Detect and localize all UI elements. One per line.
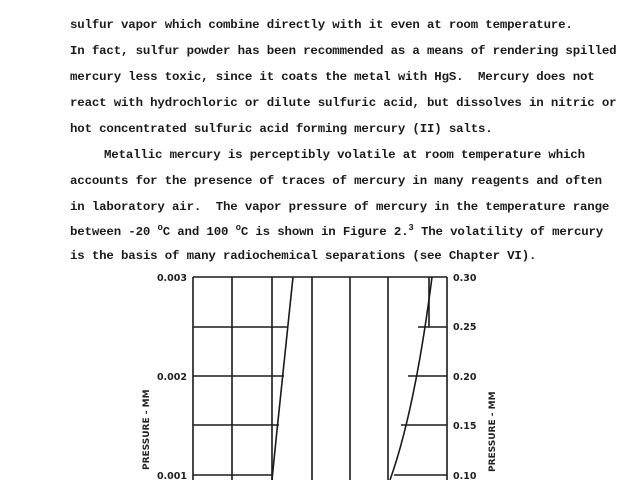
right-tick: 0.15	[453, 421, 477, 432]
right-tick: 0.10	[453, 471, 477, 480]
body-text-line: hot concentrated sulfuric acid forming mercury (II) salts.	[70, 122, 493, 136]
body-text-line: react with hydrochloric or dilute sulfuric acid, but dissolves in nitric or	[70, 96, 617, 110]
body-text-line: Metallic mercury is perceptibly volatile at room temperature which	[104, 148, 585, 162]
body-text-line: In fact, sulfur powder has been recommended as a means of rendering spilled	[70, 44, 617, 58]
text: C is shown in Figure 2.	[240, 225, 409, 240]
body-text-line: sulfur vapor which combine directly with it even at room temperature.	[70, 18, 573, 32]
right-axis-label: PRESSURE - MM	[488, 391, 498, 472]
text: The volatility of mercury	[413, 225, 604, 240]
left-axis-label: PRESSURE - MM	[142, 389, 152, 470]
left-tick: 0.003	[156, 273, 187, 284]
left-tick: 0.002	[156, 372, 187, 383]
text: C and 100	[162, 225, 236, 240]
right-tick: 0.25	[453, 322, 477, 333]
body-text-line: mercury less toxic, since it coats the metal with HgS. Mercury does not	[70, 70, 595, 84]
degree-sup: o	[235, 223, 241, 233]
body-text-line: in laboratory air. The vapor pressure of mercury in the temperature range	[70, 200, 610, 214]
vapor-pressure-curve-high	[390, 277, 432, 480]
footnote-ref: 3	[408, 223, 414, 233]
vapor-pressure-curve-low	[272, 277, 293, 480]
body-text-line: accounts for the presence of traces of mercury in many reagents and often	[70, 174, 602, 188]
left-tick: 0.001	[156, 471, 187, 480]
body-text-line: is the basis of many radiochemical separations (see Chapter VI).	[70, 249, 537, 263]
right-tick: 0.30	[453, 273, 477, 284]
degree-sup: o	[157, 223, 163, 233]
text: between -20	[70, 225, 158, 240]
right-tick: 0.20	[453, 372, 477, 383]
